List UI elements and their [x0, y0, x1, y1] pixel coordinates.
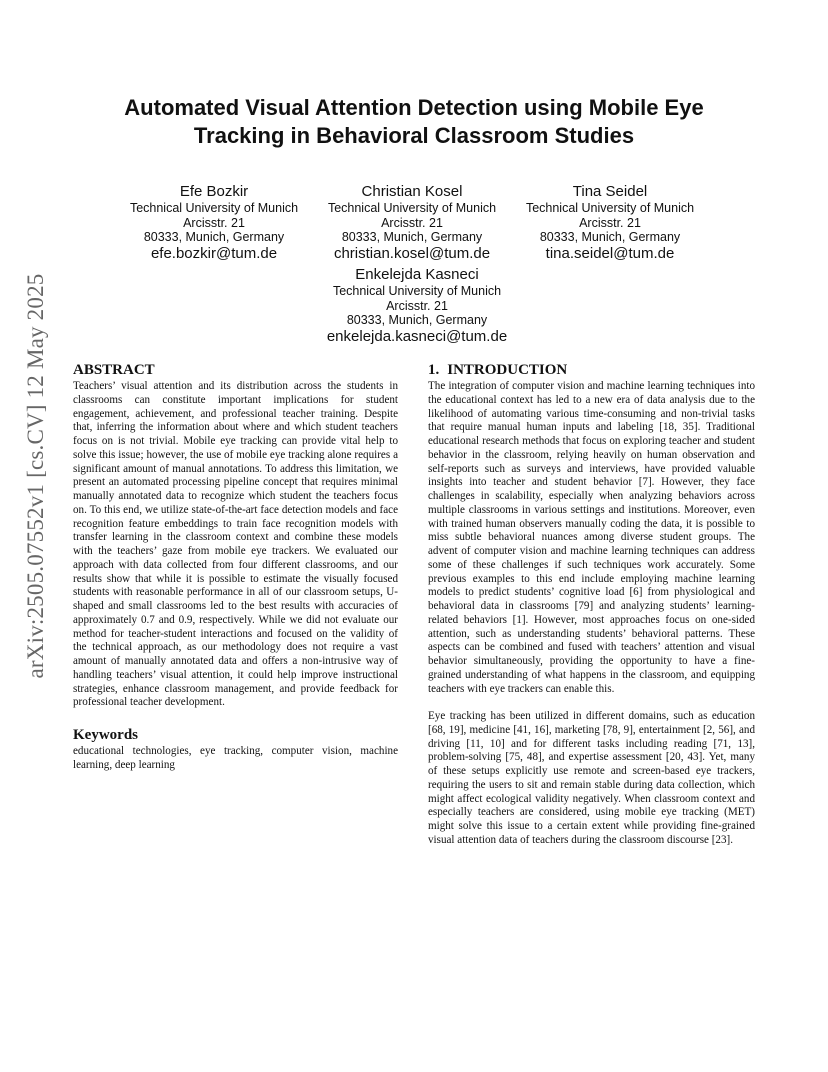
author-block — [312, 183, 512, 262]
author-affiliation: Technical University of Munich — [129, 201, 299, 215]
abstract-text: Teachers’ visual attention and its distribution across the students in classrooms can constitute important implications for student engagement, achievement, and professional teacher training. Despite that, inferring the information about where and which student teachers focus on is not trivial. Mobile eye tracking can provide vital help to solve this issue; however, the use of mobile eye tracking alone requires a significant amount of manual annotations. To address this limitation, we present an automated processing pipeline concept that requires minimal manually annotated data to recognize which student the teachers focus on. To this end, we utilize state-of-the-art face detection models and face recognition feature embeddings to train face recognition models with transfer learning in the classroom context and combine these models with the teachers’ gaze from mobile eye trackers. We evaluated our approach with data collected from four different classrooms, and our results show that while it is possible to estimate the visually focused students with reasonable performance in all of our classroom setups, U-shaped and small classrooms led to the best results with accuracies of approximately 0.7 and 0.9, respectively. While we did not evaluate our method for teacher-student interactions and focused on the validity of the technical approach, as our methodology does not require a vast amount of manually annotated data and offers a non-intrusive way of handling teachers’ visual attention, it could help improve instructional strategies, enhance classroom management, and provide feedback for professional teacher development. — [73, 380, 398, 709]
author-street: Arcisstr. 21 — [183, 215, 245, 230]
keywords-text: educational technologies, eye tracking, computer vision, machine learning, deep learning — [73, 745, 398, 771]
author-street: Arcisstr. 21 — [579, 215, 641, 230]
author-street: Arcisstr. 21 — [386, 298, 448, 313]
author-city: 80333, Munich, Germany — [143, 230, 285, 245]
arxiv-identifier-stamp: arXiv:2505.07552v1 [cs.CV] 12 May 2025 — [23, 273, 48, 679]
author-street: Arcisstr. 21 — [381, 215, 443, 230]
author-affiliation: Technical University of Munich — [332, 284, 502, 298]
author-city: 80333, Munich, Germany — [346, 313, 488, 328]
paper-title-line-2: Tracking in Behavioral Classroom Studies — [193, 123, 635, 148]
author-city: 80333, Munich, Germany — [341, 230, 483, 245]
author-city: 80333, Munich, Germany — [539, 230, 681, 245]
author-email: tina.seidel@tum.de — [545, 244, 675, 262]
author-name: Enkelejda Kasneci — [355, 266, 479, 283]
author-affiliation: Technical University of Munich — [327, 201, 497, 215]
author-block — [114, 183, 314, 262]
abstract-heading: ABSTRACT — [73, 362, 155, 378]
author-email: christian.kosel@tum.de — [333, 244, 491, 262]
author-affiliation: Technical University of Munich — [525, 201, 695, 215]
paper-title — [0, 94, 828, 150]
keywords-heading: Keywords — [73, 727, 138, 743]
section-number: 1. — [428, 362, 440, 378]
paper-title-line-1: Automated Visual Attention Detection using Mobile Eye — [124, 95, 704, 120]
intro-paragraph: The integration of computer vision and machine learning techniques into the educational context has led to a new era of data analysis due to the likelihood of automating various time-consuming and non-trivial tasks that require manual human inputs and labeling [18, 35]. Traditional educational research methods that focus on exploring teacher and student behavior in the classroom, relying heavily on human observation and self-reports such as surveys and interviews, have provided valuable insights into teacher and student behavior [7]. However, they face challenges in scalability, especially when analyzing behaviors across multiple classrooms in various settings and institutions. Moreover, even with trained human observers manually coding the data, it is possible to miss subtle behavioral nuances among diverse student groups. The advent of computer vision and machine learning techniques can address some of these challenges if such techniques work accurately. Some previous examples to this end include employing machine learning models to predict students’ cognitive load [6] from physiological and behavioral data in classrooms [79] and analyzing students’ learning-related behaviors [1]. However, most approaches focus on one-sided attention, such as understanding students’ behavioral patterns. These aspects can be combined and fused with teachers’ attention and visual behavior simultaneously, providing the opportunity to have a fine-grained understanding of what happens in the classroom, and equipping teachers with eye trackers can enable this. — [428, 380, 755, 695]
author-name: Christian Kosel — [361, 183, 463, 200]
right-column — [428, 362, 755, 848]
section-title: INTRODUCTION — [447, 362, 568, 378]
intro-paragraph: Eye tracking has been utilized in different domains, such as education [68, 19], medicine [41, 16], marketing [78, 9], entertainment [2, 56], and driving [11, 10] and for different tasks including reading [71, 13], problem-solving [75, 48], and expertise assessment [20, 43]. Yet, many of these setups explicitly use remote and screen-based eye trackers, requiring the users to sit and remain stable during data collection, which might affect ecological validity negatively. When classroom context and especially teachers are considered, using mobile eye tracking (MET) might solve this issue to a certain extent while providing fine-grained visual attention data of teachers during the classroom discourse [23]. — [428, 710, 755, 846]
author-email: efe.bozkir@tum.de — [150, 244, 278, 262]
introduction-heading — [428, 362, 755, 379]
author-block — [510, 183, 710, 262]
author-name: Tina Seidel — [572, 183, 648, 200]
left-column — [73, 362, 398, 773]
author-email: enkelejda.kasneci@tum.de — [326, 327, 508, 345]
author-name: Efe Bozkir — [179, 183, 249, 200]
author-block — [317, 266, 517, 345]
